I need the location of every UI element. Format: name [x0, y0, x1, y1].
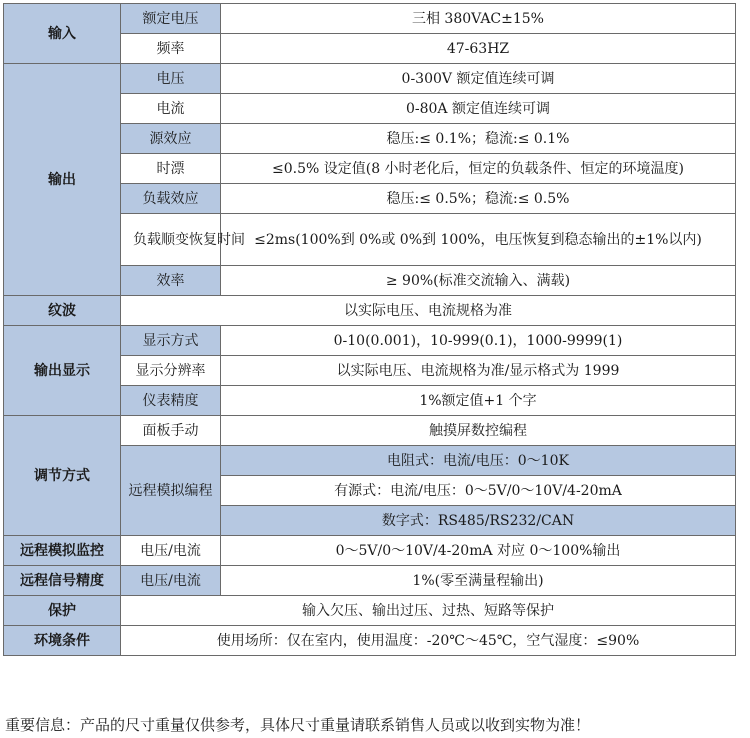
label-output-current: 电流 [121, 94, 221, 124]
label-source-effect: 源效应 [121, 124, 221, 154]
label-panel-manual: 面板手动 [121, 416, 221, 446]
table-row [4, 416, 736, 446]
value-source-effect: 稳压:≤ 0.1%；稳流:≤ 0.1% [221, 124, 736, 154]
spec-sheet [3, 3, 735, 656]
value-output-current: 0-80A 额定值连续可调 [221, 94, 736, 124]
value-output-voltage: 0-300V 额定值连续可调 [221, 64, 736, 94]
category-environment: 环境条件 [4, 626, 121, 656]
value-environment: 使用场所：仅在室内，使用温度：-20℃～45℃，空气湿度：≤90% [121, 626, 736, 656]
value-remote-monitor: 0～5V/0～10V/4-20mA 对应 0～100%输出 [221, 536, 736, 566]
label-display-mode: 显示方式 [121, 326, 221, 356]
label-drift: 时漂 [121, 154, 221, 184]
label-remote-accuracy: 电压/电流 [121, 566, 221, 596]
label-rated-voltage: 额定电压 [121, 4, 221, 34]
category-protection: 保护 [4, 596, 121, 626]
table-row [4, 566, 736, 596]
value-active: 有源式：电流/电压：0～5V/0～10V/4-20mA [221, 476, 736, 506]
value-efficiency: ≥ 90%(标准交流输入、满载) [221, 266, 736, 296]
value-ripple: 以实际电压、电流规格为准 [121, 296, 736, 326]
category-adjust: 调节方式 [4, 416, 121, 536]
table-row [4, 4, 736, 34]
table-row [4, 326, 736, 356]
value-protection: 输入欠压、输出过压、过热、短路等保护 [121, 596, 736, 626]
category-display: 输出显示 [4, 326, 121, 416]
table-row [4, 596, 736, 626]
value-display-mode: 0-10(0.001)，10-999(0.1)，1000-9999(1) [221, 326, 736, 356]
value-panel-manual: 触摸屏数控编程 [221, 416, 736, 446]
value-load-effect: 稳压:≤ 0.5%；稳流:≤ 0.5% [221, 184, 736, 214]
value-drift: ≤0.5% 设定值(8 小时老化后，恒定的负载条件、恒定的环境温度) [221, 154, 736, 184]
value-rated-voltage: 三相 380VAC±15% [221, 4, 736, 34]
value-remote-accuracy: 1%(零至满量程输出) [221, 566, 736, 596]
label-meter-accuracy: 仪表精度 [121, 386, 221, 416]
value-meter-accuracy: 1%额定值+1 个字 [221, 386, 736, 416]
table-row [4, 626, 736, 656]
label-transient-recovery: 负载顺变恢复时间 [121, 214, 221, 266]
footer-note: 重要信息：产品的尺寸重量仅供参考，具体尺寸重量请联系销售人员或以收到实物为准！ [5, 716, 591, 734]
value-transient-recovery: ≤2ms(100%到 0%或 0%到 100%，电压恢复到稳态输出的±1%以内) [221, 214, 736, 266]
value-resistive: 电阻式：电流/电压：0～10K [221, 446, 736, 476]
label-remote-monitor: 电压/电流 [121, 536, 221, 566]
category-input: 输入 [4, 4, 121, 64]
label-remote-analog-programming: 远程模拟编程 [121, 446, 221, 536]
category-remote-accuracy: 远程信号精度 [4, 566, 121, 596]
category-ripple: 纹波 [4, 296, 121, 326]
label-load-effect: 负载效应 [121, 184, 221, 214]
category-output: 输出 [4, 64, 121, 296]
value-digital: 数字式：RS485/RS232/CAN [221, 506, 736, 536]
label-display-resolution: 显示分辨率 [121, 356, 221, 386]
table-row [4, 536, 736, 566]
spec-table [3, 3, 736, 656]
value-frequency: 47-63HZ [221, 34, 736, 64]
table-row [4, 64, 736, 94]
label-frequency: 频率 [121, 34, 221, 64]
value-display-resolution: 以实际电压、电流规格为准/显示格式为 1999 [221, 356, 736, 386]
label-efficiency: 效率 [121, 266, 221, 296]
table-row [4, 296, 736, 326]
label-output-voltage: 电压 [121, 64, 221, 94]
category-remote-monitor: 远程模拟监控 [4, 536, 121, 566]
